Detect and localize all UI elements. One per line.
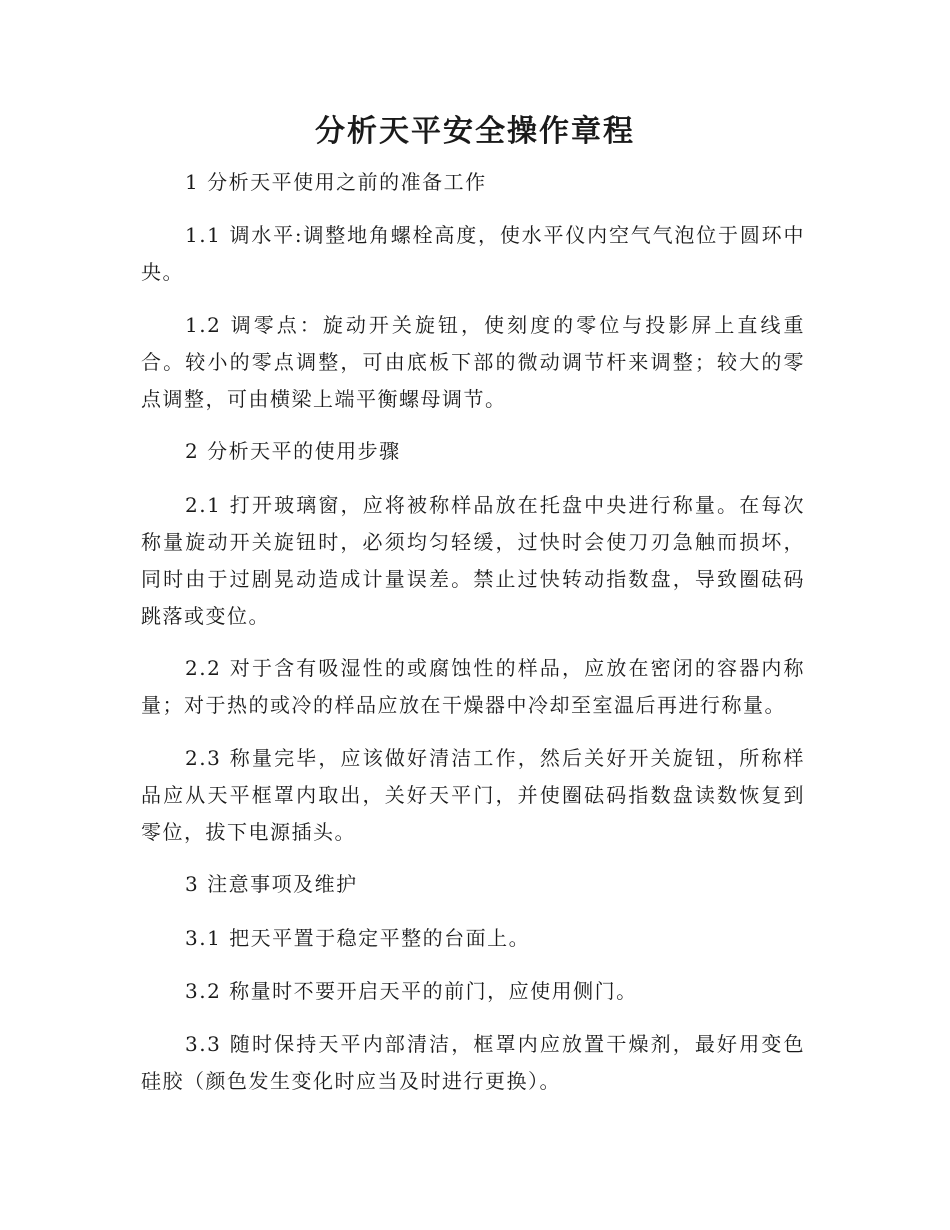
section-heading-2: 2 分析天平的使用步骤 (185, 439, 401, 463)
section-heading-1: 1 分析天平使用之前的准备工作 (185, 170, 487, 194)
paragraph-2-3: 2.3 称量完毕，应该做好清洁工作，然后关好开关旋钮，所称样品应从天平框罩内取出，关好天平门，并使圈砝码指数盘读数恢复到零位，拔下电源插头。 (141, 746, 805, 844)
paragraph-1-2: 1.2 调零点：旋动开关旋钮，使刻度的零位与投影屏上直线重合。较小的零点调整，可由底板下部的微动调节杆来调整；较大的零点调整，可由横梁上端平衡螺母调节。 (141, 313, 805, 411)
paragraph-3-3: 3.3 随时保持天平内部清洁，框罩内应放置干燥剂，最好用变色硅胶（颜色发生变化时应当及时进行更换）。 (141, 1032, 805, 1093)
paragraph-2-2: 2.2 对于含有吸湿性的或腐蚀性的样品，应放在密闭的容器内称量；对于热的或冷的样品应放在干燥器中冷却至室温后再进行称量。 (141, 656, 805, 717)
document-title: 分析天平安全操作章程 (315, 114, 635, 149)
paragraph-3-2: 3.2 称量时不要开启天平的前门，应使用侧门。 (185, 979, 638, 1003)
paragraph-3-1: 3.1 把天平置于稳定平整的台面上。 (185, 926, 531, 950)
paragraph-2-1: 2.1 打开玻璃窗，应将被称样品放在托盘中央进行称量。在每次称量旋动开关旋钮时，必须均匀轻缓，过快时会使刀刃急触而损坏，同时由于过剧晃动造成计量误差。禁止过快转动指数盘，导致圈砝码跳落或变位。 (141, 493, 805, 628)
paragraph-1-1: 1.1 调水平:调整地角螺栓高度，使水平仪内空气气泡位于圆环中央。 (141, 223, 805, 284)
section-heading-3: 3 注意事项及维护 (185, 872, 358, 896)
